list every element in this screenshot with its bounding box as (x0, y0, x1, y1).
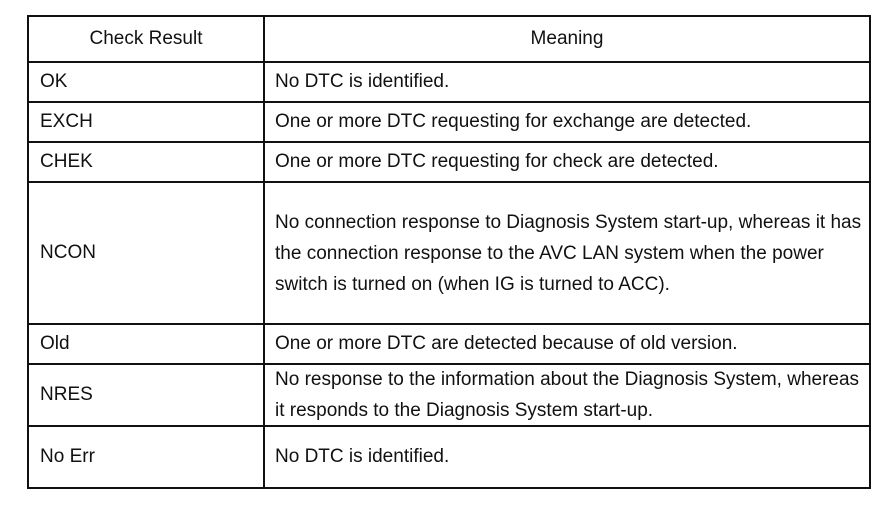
row-result-ok: OK (29, 63, 265, 103)
row-result-no-err: No Err (29, 427, 265, 487)
row-meaning-exch: One or more DTC requesting for exchange are detected. (265, 103, 869, 143)
row-result-exch: EXCH (29, 103, 265, 143)
row-meaning-nres: No response to the information about the Diagnosis System, whereas it responds to the Diagnosis System start-up. (265, 365, 869, 427)
check-result-table (27, 15, 871, 489)
row-result-ncon: NCON (29, 183, 265, 325)
row-meaning-ok: No DTC is identified. (265, 63, 869, 103)
row-result-chek: CHEK (29, 143, 265, 183)
row-meaning-ncon: No connection response to Diagnosis System start-up, whereas it has the connection response to the AVC LAN system when the power switch is turned on (when IG is turned to ACC). (265, 183, 869, 325)
row-meaning-chek: One or more DTC requesting for check are detected. (265, 143, 869, 183)
row-meaning-no-err: No DTC is identified. (275, 446, 450, 467)
row-result-nres: NRES (29, 365, 265, 427)
row-result-old: Old (29, 325, 265, 365)
header-meaning: Meaning (265, 17, 869, 63)
header-check-result: Check Result (29, 17, 265, 63)
row-meaning-old: One or more DTC are detected because of old version. (265, 325, 869, 365)
